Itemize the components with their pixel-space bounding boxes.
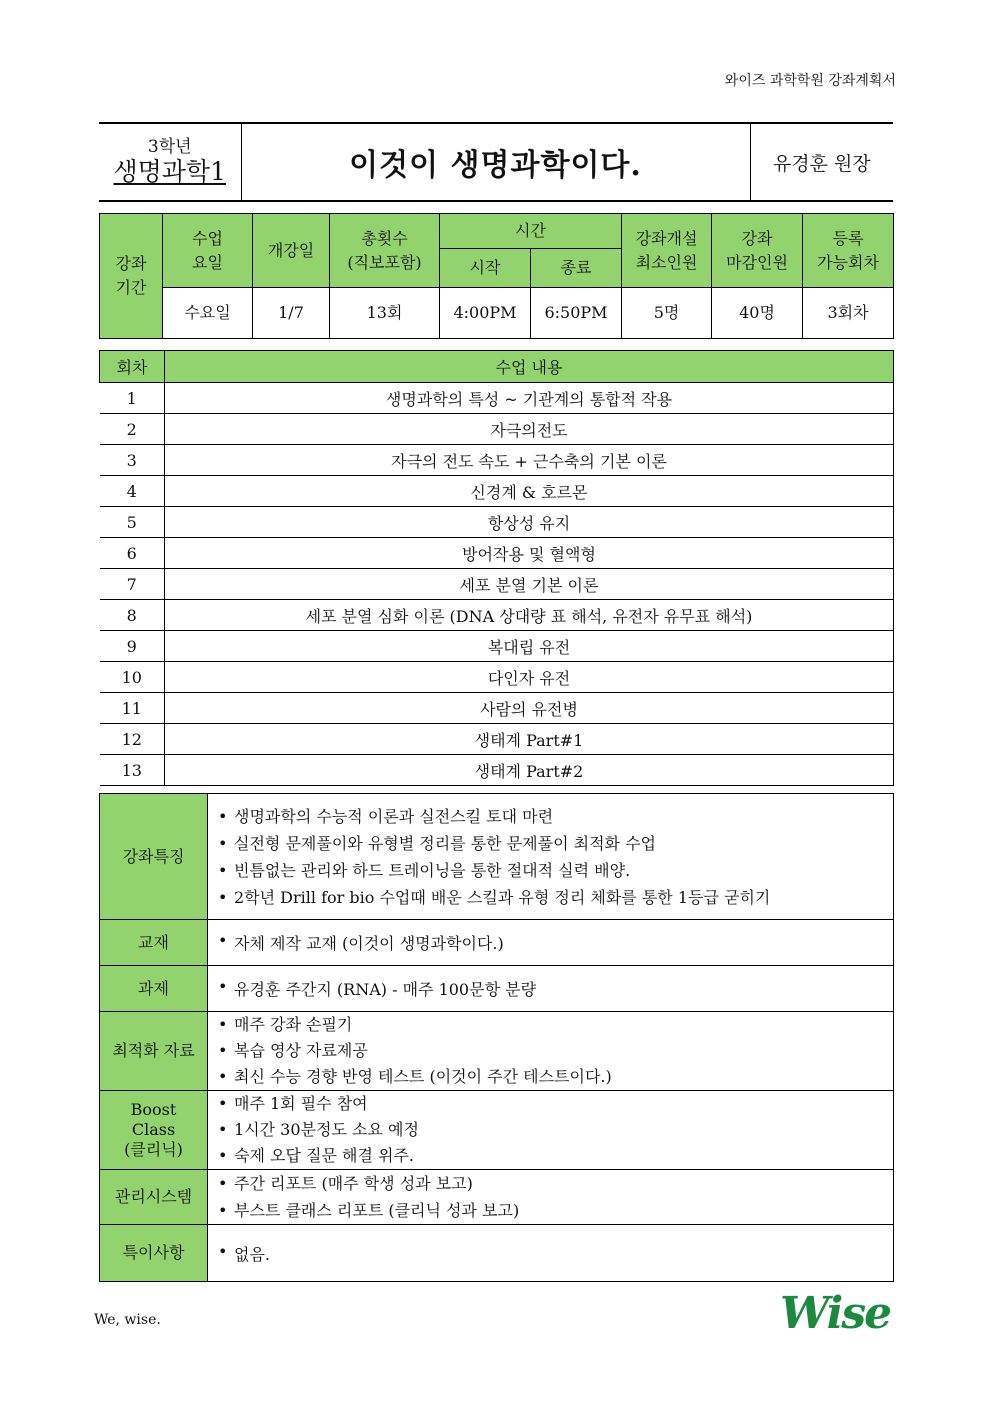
session-content: 신경계 & 호르몬 [165,476,894,507]
session-content: 다인자 유전 [165,662,894,693]
session-number: 7 [100,569,165,600]
start-date-header: 개강일 [253,214,330,288]
session-content: 복대립 유전 [165,631,894,662]
session-content: 세포 분열 심화 이론 (DNA 상대량 표 해석, 유전자 유무표 해석) [165,600,894,631]
list-item: • 주간 리포트 (매주 학생 성과 보고) [216,1170,893,1197]
max-header: 강좌 마감인원 [712,214,803,288]
instructor-cell [750,123,893,201]
table-row [100,755,894,786]
table-row [100,600,894,631]
homework-label: 과제 [100,966,208,1012]
special-notes-content [208,1225,894,1282]
list-item: • 1시간 30분정도 소요 예정 [216,1117,893,1143]
wise-logo [778,1290,898,1334]
session-number: 5 [100,507,165,538]
table-row [100,662,894,693]
boost-class-content [208,1091,894,1170]
session-number: 6 [100,538,165,569]
enroll-header: 등록 가능회차 [803,214,894,288]
subject-label: 생명과학1 [113,157,226,186]
sessions-value: 13회 [330,288,440,339]
list-item: • 자체 제작 교재 (이것이 생명과학이다.) [216,931,893,954]
day-header: 수업 요일 [163,214,253,288]
list-item: • 생명과학의 수능적 이론과 실전스킬 토대 마련 [216,803,893,830]
table-row [100,476,894,507]
title-block [99,122,893,202]
session-number: 8 [100,600,165,631]
session-content: 생명과학의 특성 ~ 기관계의 통합적 작용 [165,383,894,414]
max-value: 40명 [712,288,803,339]
schedule-table [99,350,894,786]
list-item: • 2학년 Drill for bio 수업때 배운 스킬과 유형 정리 체화를 통한 1등급 굳히기 [216,884,893,911]
time-header: 시간 [440,214,622,249]
management-label: 관리시스템 [100,1170,208,1225]
header-note: 와이즈 과학학원 강좌계획서 [724,73,896,89]
features-label: 강좌특징 [100,794,208,920]
grade-subject-cell [99,123,241,201]
session-content: 항상성 유지 [165,507,894,538]
material-content [208,1012,894,1091]
session-number: 12 [100,724,165,755]
table-row [100,724,894,755]
session-content: 자극의 전도 속도 + 근수축의 기본 이론 [165,445,894,476]
session-number: 4 [100,476,165,507]
time-end-header: 종료 [531,249,622,288]
session-content: 세포 분열 기본 이론 [165,569,894,600]
list-item: • 실전형 문제풀이와 유형별 정리를 통한 문제풀이 최적화 수업 [216,830,893,857]
session-content: 방어작용 및 혈액형 [165,538,894,569]
course-title: 이것이 생명과학이다. [349,148,642,183]
time-start-value: 4:00PM [440,288,531,339]
footer-tagline: We, wise. [94,1312,161,1328]
list-item: • 없음. [216,1242,893,1265]
textbook-content [208,920,894,966]
time-end-value: 6:50PM [531,288,622,339]
session-number: 9 [100,631,165,662]
table-row [100,383,894,414]
table-row [100,538,894,569]
boost-class-label: Boost Class (클리닉) [100,1091,208,1170]
session-content: 생태계 Part#2 [165,755,894,786]
list-item: • 숙제 오답 질문 해결 위주. [216,1143,893,1169]
content-header: 수업 내용 [165,351,894,383]
day-value: 수요일 [163,288,253,339]
grade-label: 3학년 [147,137,192,157]
table-row [100,569,894,600]
session-content: 사람의 유전병 [165,693,894,724]
table-row [100,445,894,476]
table-row [100,507,894,538]
list-item: • 최신 수능 경향 반영 테스트 (이것이 주간 테스트이다.) [216,1064,893,1090]
textbook-label: 교재 [100,920,208,966]
list-item: • 유경훈 주간지 (RNA) - 매주 100문항 분량 [216,977,893,1000]
session-number: 2 [100,414,165,445]
wise-logo-text: Wise [780,1290,891,1334]
session-number: 1 [100,383,165,414]
session-header: 회차 [100,351,165,383]
list-item: • 빈틈없는 관리와 하드 트레이닝을 통한 절대적 실력 배양. [216,857,893,884]
features-content [208,794,894,920]
instructor-name: 유경훈 원장 [772,152,871,175]
material-label: 최적화 자료 [100,1012,208,1091]
table-row [100,631,894,662]
session-number: 10 [100,662,165,693]
sessions-header: 총횟수 (직보포함) [330,214,440,288]
list-item: • 매주 1회 필수 참여 [216,1091,893,1117]
session-number: 11 [100,693,165,724]
min-value: 5명 [622,288,712,339]
min-header: 강좌개설 최소인원 [622,214,712,288]
list-item: • 복습 영상 자료제공 [216,1038,893,1064]
period-label: 강좌 기간 [100,214,163,339]
enroll-value: 3회차 [803,288,894,339]
course-info-table [99,213,894,339]
management-content [208,1170,894,1225]
session-content: 생태계 Part#1 [165,724,894,755]
course-title-cell [241,123,750,201]
special-notes-label: 특이사항 [100,1225,208,1282]
list-item: • 매주 강좌 손필기 [216,1012,893,1038]
session-number: 3 [100,445,165,476]
course-features-table [99,793,894,1282]
session-number: 13 [100,755,165,786]
homework-content [208,966,894,1012]
table-row [100,414,894,445]
session-content: 자극의전도 [165,414,894,445]
start-date-value: 1/7 [253,288,330,339]
time-start-header: 시작 [440,249,531,288]
table-row [100,693,894,724]
list-item: • 부스트 클래스 리포트 (클리닉 성과 보고) [216,1197,893,1224]
